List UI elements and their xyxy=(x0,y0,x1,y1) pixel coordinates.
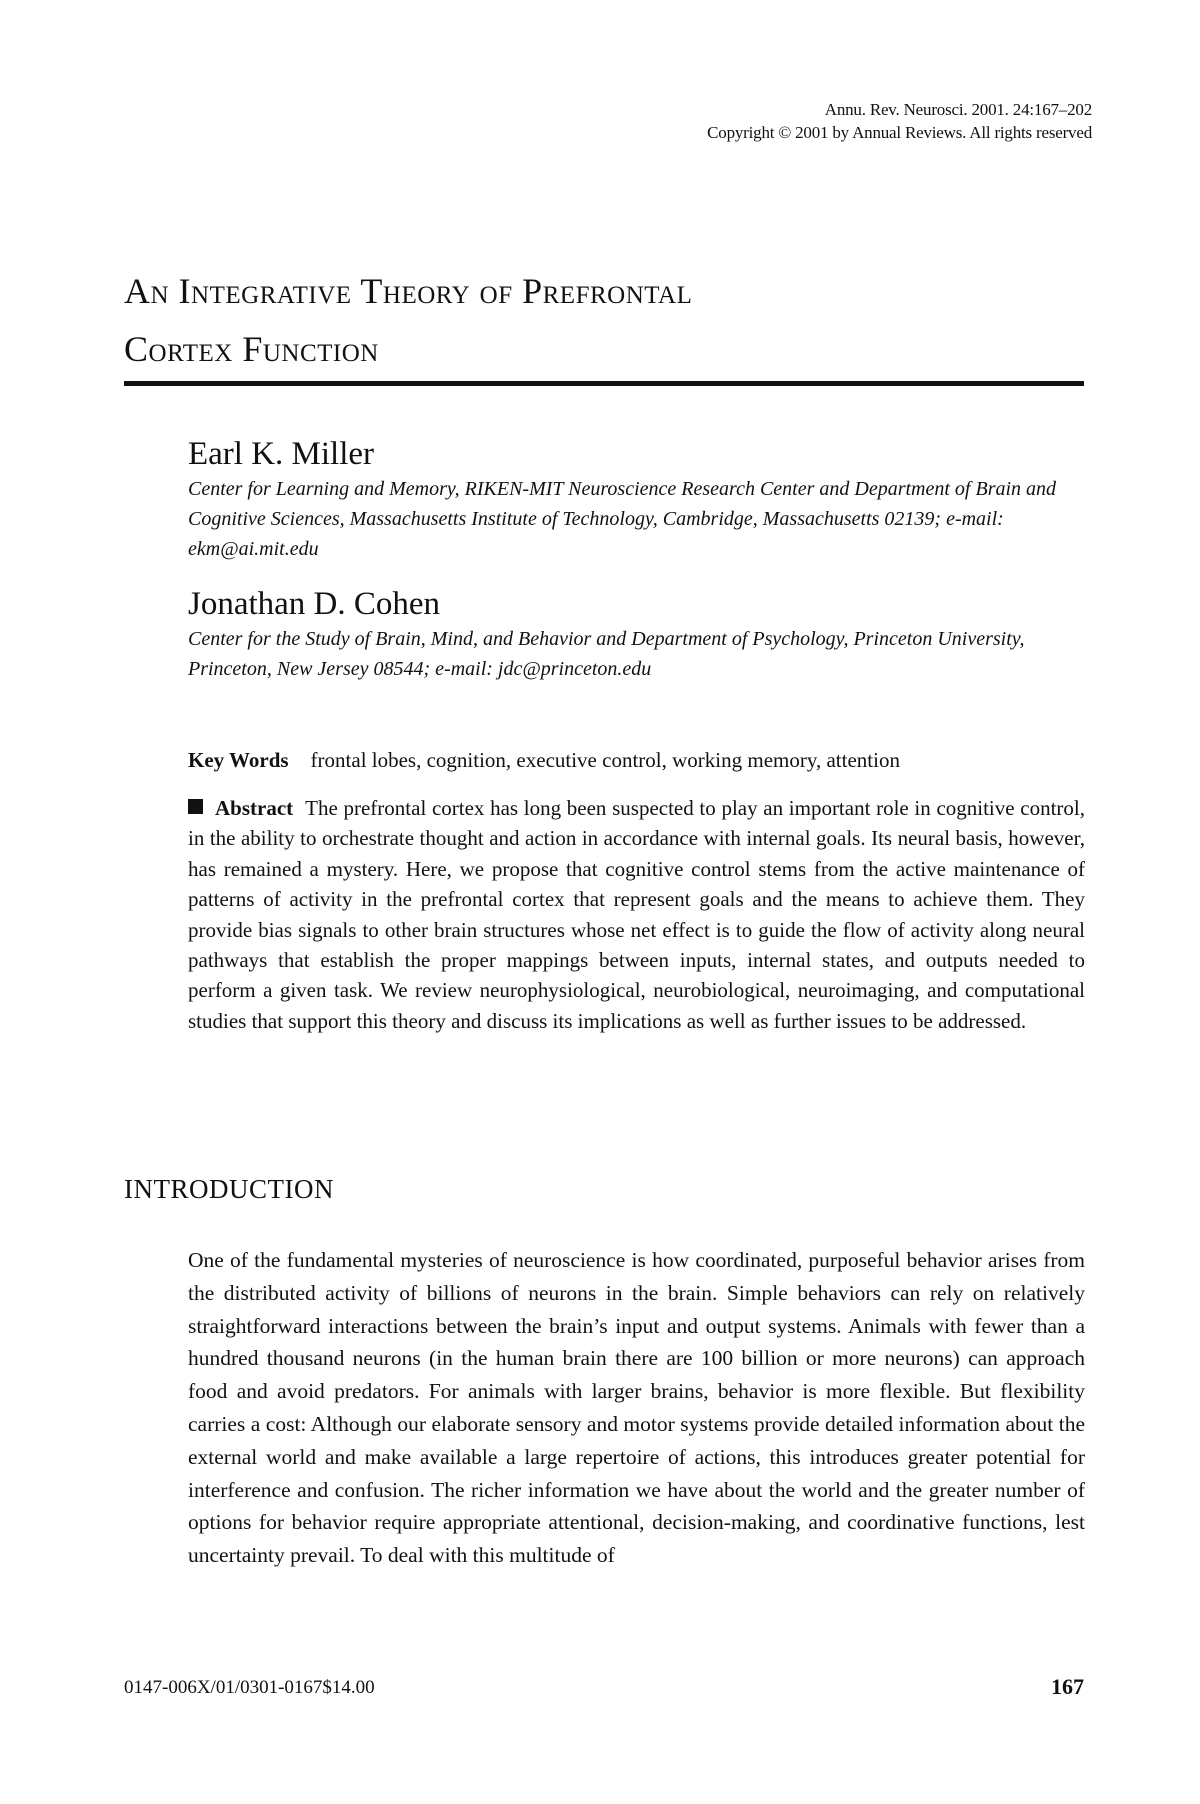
keywords-label: Key Words xyxy=(188,748,289,772)
square-bullet-icon xyxy=(188,799,203,814)
author-block xyxy=(188,584,1088,684)
article-title-line-2: Cortex Function xyxy=(124,329,379,369)
abstract-label: Abstract xyxy=(215,796,294,820)
page-number: 167 xyxy=(1051,1674,1084,1699)
title-divider xyxy=(124,381,1084,386)
journal-reference xyxy=(707,98,1092,144)
author-affiliation: Center for the Study of Brain, Mind, and Behavior and Department of Psychology, Princeton University, Princeton, New Jersey 08544; e-mail: jdc@princeton.edu xyxy=(188,628,1025,680)
article-title-line-1: An Integrative Theory of Prefrontal xyxy=(124,271,693,311)
keywords-text: frontal lobes, cognition, executive control, working memory, attention xyxy=(310,748,900,772)
introduction-paragraph: One of the fundamental mysteries of neuroscience is how coordinated, purposeful behavior arises from the distributed activity of billions of neurons in the brain. Simple behaviors can rely on relatively straightforward interactions between the brain’s input and output systems. Animals with fewer than a hundred thousand neurons (in the human brain there are 100 billion or more neurons) can approach food and avoid predators. For animals with larger brains, behavior is more flexible. But flexibility carries a cost: Although our elaborate sensory and motor systems provide detailed information about the external world and make available a large repertoire of actions, this introduces greater potential for interference and confusion. The richer information we have about the world and the greater number of options for behavior require appropriate attentional, decision-making, and coordinative functions, lest uncertainty prevail. To deal with this multitude of xyxy=(188,1248,1085,1568)
article-title xyxy=(124,262,1084,378)
abstract xyxy=(188,793,1085,1036)
keywords xyxy=(188,745,1088,775)
author-affiliation: Center for Learning and Memory, RIKEN-MIT Neuroscience Research Center and Department of Brain and Cognitive Sciences, Massachusetts Institute of Technology, Cambridge, Massachusetts 02139; e-mail: ekm@ai.mit.edu xyxy=(188,478,1057,560)
copyright-notice: Copyright © 2001 by Annual Reviews. All rights reserved xyxy=(707,123,1092,142)
journal-citation: Annu. Rev. Neurosci. 2001. 24:167–202 xyxy=(824,100,1092,119)
section-heading: INTRODUCTION xyxy=(124,1174,334,1204)
author-name: Jonathan D. Cohen xyxy=(188,586,441,622)
abstract-text: The prefrontal cortex has long been suspected to play an important role in cognitive control, in the ability to orchestrate thought and action in accordance with internal goals. Its neural basis, however, has remained a mystery. Here, we propose that cognitive control stems from the active maintenance of patterns of activity in the prefrontal cortex that represent goals and the means to achieve them. They provide bias signals to other brain structures whose net effect is to guide the flow of activity along neural pathways that establish the proper mappings between inputs, internal states, and outputs needed to perform a given task. We review neurophysiological, neurobiological, neuroimaging, and computational studies that support this theory and discuss its implications as well as further issues to be addressed. xyxy=(188,796,1085,1033)
article-code: 0147-006X/01/0301-0167$14.00 xyxy=(124,1677,375,1698)
author-block xyxy=(188,434,1088,564)
author-name: Earl K. Miller xyxy=(188,436,375,472)
